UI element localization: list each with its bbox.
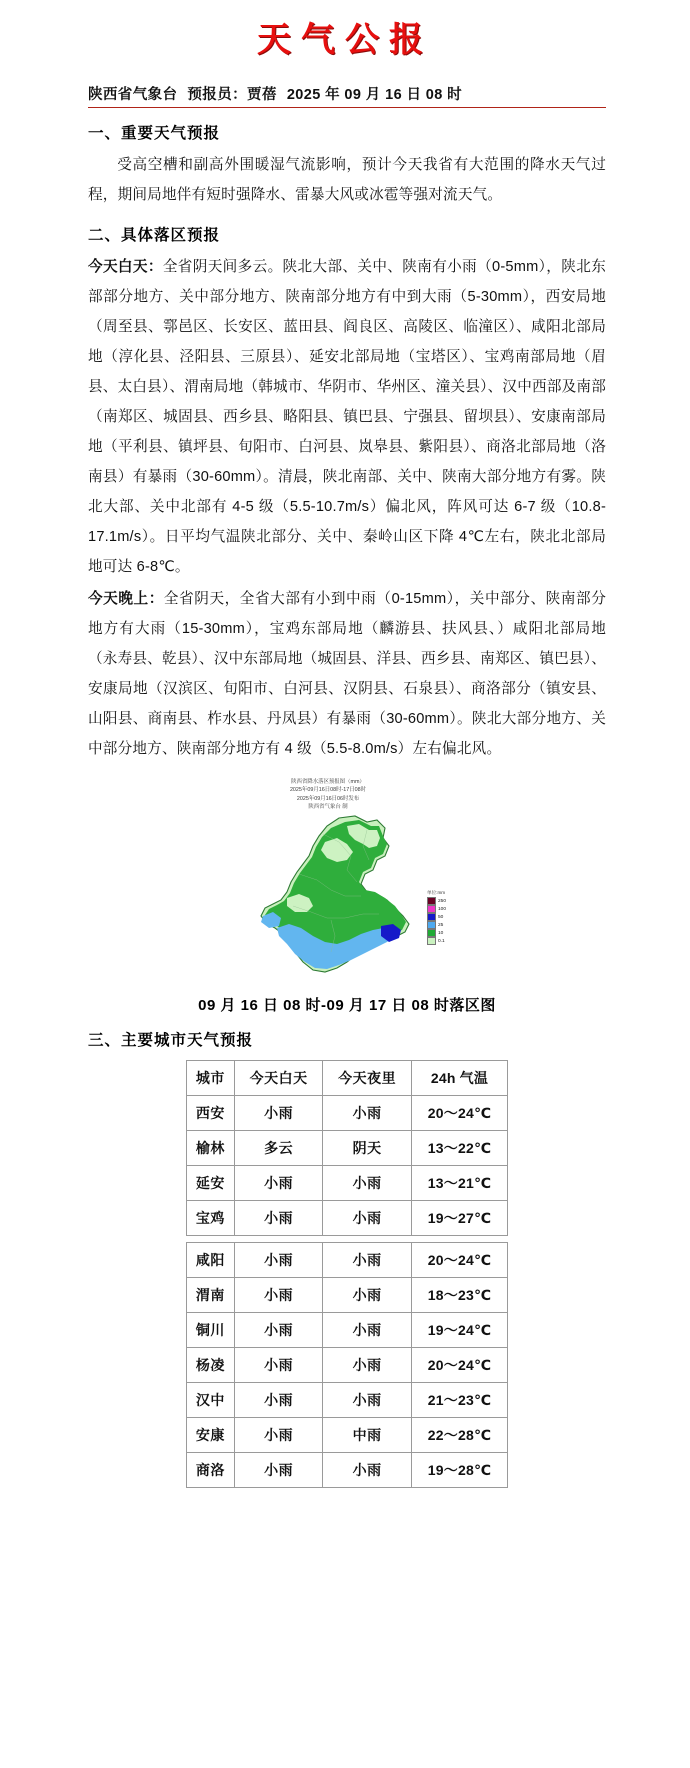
legend-label: 50 bbox=[438, 914, 444, 920]
issue-datetime: 2025 年 09 月 16 日 08 时 bbox=[286, 87, 463, 103]
forecaster-label: 预报员：贾蓓 bbox=[187, 87, 277, 103]
cell-night: 小雨 bbox=[323, 1383, 412, 1418]
daytime-forecast-paragraph bbox=[88, 252, 606, 582]
legend-item bbox=[427, 921, 461, 929]
cell-day: 小雨 bbox=[234, 1096, 323, 1131]
table-row bbox=[187, 1453, 508, 1488]
table-header-row bbox=[187, 1061, 508, 1096]
cell-city: 汉中 bbox=[187, 1383, 235, 1418]
daytime-forecast-lead: 今天白天： bbox=[88, 259, 163, 275]
cell-city: 杨凌 bbox=[187, 1348, 235, 1383]
cell-temp: 20～24℃ bbox=[411, 1096, 507, 1131]
legend-swatch bbox=[427, 921, 436, 929]
daytime-forecast-text: 全省阴天间多云。陕北大部、关中、陕南有小雨（0-5mm），陕北东部部分地方、关中部分地方、陕南部分地方有中到大雨（5-30mm），西安局地（周至县、鄠邑区、长安区、蓝田县、阎良区、高陵区、临潼区）、咸阳北部局地（淳化县、泾阳县、三原县）、延安北部局地（宝塔区）、宝鸡南部局地（眉县、太白县）、渭南局地（韩城市、华阴市、华州区、潼关县）、汉中西部及南部（南郑区、城固县、西乡县、略阳县、镇巴县、宁强县、留坝县）、安康南部局地（平利县、镇坪县、旬阳市、白河县、岚皋县、紫阳县）、商洛北部局地（洛南县）有暴雨（30-60mm）。清晨，陕北南部、关中、陕南大部分地方有雾。陕北大部、关中北部有 4-5 级（5.5-10.7m/s）偏北风，阵风可达 6-7 级（10.8-17.1m/s）。日平均气温陕北部分、关中、秦岭山区下降 4℃左右，陕北北部局地可达 6-8℃。 bbox=[88, 259, 606, 575]
cell-day: 小雨 bbox=[234, 1418, 323, 1453]
legend-swatch bbox=[427, 905, 436, 913]
cell-city: 咸阳 bbox=[187, 1243, 235, 1278]
legend-items bbox=[427, 897, 461, 945]
cell-day: 小雨 bbox=[234, 1383, 323, 1418]
table-row bbox=[187, 1278, 508, 1313]
cell-day: 小雨 bbox=[234, 1348, 323, 1383]
document-body bbox=[0, 121, 690, 1488]
cell-temp: 19～28℃ bbox=[411, 1453, 507, 1488]
table-row bbox=[187, 1313, 508, 1348]
legend-swatch bbox=[427, 897, 436, 905]
legend-item bbox=[427, 897, 461, 905]
map-legend bbox=[427, 890, 461, 945]
cell-night: 小雨 bbox=[323, 1096, 412, 1131]
cell-day: 小雨 bbox=[234, 1243, 323, 1278]
table-row bbox=[187, 1348, 508, 1383]
legend-item bbox=[427, 929, 461, 937]
legend-swatch bbox=[427, 937, 436, 945]
map-title-block bbox=[233, 778, 423, 812]
cell-temp: 21～23℃ bbox=[411, 1383, 507, 1418]
cell-temp: 18～23℃ bbox=[411, 1278, 507, 1313]
cell-city: 延安 bbox=[187, 1166, 235, 1201]
cell-night: 小雨 bbox=[323, 1348, 412, 1383]
legend-label: 250 bbox=[438, 898, 447, 904]
map-title-line-2: 2025年09月16日08时-17日08时 bbox=[289, 787, 367, 794]
cell-night: 小雨 bbox=[323, 1313, 412, 1348]
column-header-night: 今天夜里 bbox=[323, 1061, 412, 1096]
legend-swatch bbox=[427, 929, 436, 937]
cell-night: 小雨 bbox=[323, 1278, 412, 1313]
table-row bbox=[187, 1418, 508, 1453]
table-row bbox=[187, 1131, 508, 1166]
cell-temp: 20～24℃ bbox=[411, 1348, 507, 1383]
city-forecast-table-wrap bbox=[88, 1060, 606, 1488]
cell-day: 小雨 bbox=[234, 1201, 323, 1236]
table-row bbox=[187, 1243, 508, 1278]
cell-night: 中雨 bbox=[323, 1418, 412, 1453]
column-header-city: 城市 bbox=[187, 1061, 235, 1096]
figure-caption: 09 月 16 日 08 时-09 月 17 日 08 时落区图 bbox=[198, 997, 496, 1014]
cell-day: 小雨 bbox=[234, 1313, 323, 1348]
cell-city: 铜川 bbox=[187, 1313, 235, 1348]
table-row bbox=[187, 1383, 508, 1418]
evening-forecast-text: 全省阴天，全省大部有小到中雨（0-15mm），关中部分、陕南部分地方有大雨（15-30mm），宝鸡东部局地（麟游县、扶风县、）咸阳北部局地（永寿县、乾县）、汉中东部局地（城固县、洋县、西乡县、南郑区、镇巴县）、安康局地（汉滨区、旬阳市、白河县、汉阴县、石泉县）、商洛部分（镇安县、山阳县、商南县、柞水县、丹凤县）有暴雨（30-60mm）。陕北大部分地方、关中部分地方、陕南部分地方有 4 级（5.5-8.0m/s）左右偏北风。 bbox=[88, 591, 606, 757]
map-title-line-3: 2025年09月16日06时发布 bbox=[296, 795, 360, 802]
table-group-separator bbox=[187, 1236, 508, 1243]
header-meta-line bbox=[88, 83, 606, 108]
cell-night: 小雨 bbox=[323, 1243, 412, 1278]
cell-day: 小雨 bbox=[234, 1166, 323, 1201]
table-row bbox=[187, 1201, 508, 1236]
cell-city: 安康 bbox=[187, 1418, 235, 1453]
cell-city: 渭南 bbox=[187, 1278, 235, 1313]
map-title-line-4: 陕西省气象台 制 bbox=[308, 804, 348, 811]
evening-forecast-lead: 今天晚上： bbox=[88, 591, 164, 607]
section-heading-2: 二、具体落区预报 bbox=[88, 227, 221, 244]
map-title-line-1: 陕西省降水落区预报图（mm） bbox=[291, 779, 365, 785]
column-header-temp: 24h 气温 bbox=[411, 1061, 507, 1096]
table-row bbox=[187, 1096, 508, 1131]
cell-temp: 22～28℃ bbox=[411, 1418, 507, 1453]
legend-item bbox=[427, 937, 461, 945]
legend-label: 10 bbox=[438, 930, 444, 936]
cell-day: 小雨 bbox=[234, 1453, 323, 1488]
shaanxi-province-map-graphic bbox=[227, 812, 437, 988]
cell-temp: 20～24℃ bbox=[411, 1243, 507, 1278]
column-header-day: 今天白天 bbox=[234, 1061, 323, 1096]
cell-temp: 13～22℃ bbox=[411, 1131, 507, 1166]
legend-title: 单位:mm bbox=[427, 890, 446, 895]
cell-temp: 19～24℃ bbox=[411, 1313, 507, 1348]
page-title: 天气公报 bbox=[257, 20, 433, 60]
section-1-paragraph: 受高空槽和副高外围暖湿气流影响，预计今天我省有大范围的降水天气过程，期间局地伴有短时强降水、雷暴大风或冰雹等强对流天气。 bbox=[88, 157, 606, 203]
cell-temp: 13～21℃ bbox=[411, 1166, 507, 1201]
cell-night: 小雨 bbox=[323, 1166, 412, 1201]
section-heading-1: 一、重要天气预报 bbox=[88, 125, 221, 142]
legend-label: 25 bbox=[438, 922, 444, 928]
cell-day: 多云 bbox=[234, 1131, 323, 1166]
city-forecast-table bbox=[186, 1060, 508, 1488]
cell-city: 西安 bbox=[187, 1096, 235, 1131]
legend-item bbox=[427, 913, 461, 921]
table-row bbox=[187, 1166, 508, 1201]
cell-temp: 19～27℃ bbox=[411, 1201, 507, 1236]
cell-day: 小雨 bbox=[234, 1278, 323, 1313]
cell-city: 榆林 bbox=[187, 1131, 235, 1166]
legend-label: 0.1 bbox=[438, 938, 445, 944]
evening-forecast-paragraph bbox=[88, 584, 606, 764]
cell-city: 商洛 bbox=[187, 1453, 235, 1488]
precipitation-map bbox=[227, 778, 467, 988]
section-heading-3: 三、主要城市天气预报 bbox=[88, 1032, 254, 1049]
cell-city: 宝鸡 bbox=[187, 1201, 235, 1236]
issuer-label: 陕西省气象台 bbox=[88, 87, 178, 103]
legend-swatch bbox=[427, 913, 436, 921]
header-meta bbox=[0, 67, 690, 108]
precipitation-map-figure bbox=[88, 778, 606, 1015]
legend-label: 100 bbox=[438, 906, 447, 912]
cell-night: 小雨 bbox=[323, 1453, 412, 1488]
cell-night: 阴天 bbox=[323, 1131, 412, 1166]
cell-night: 小雨 bbox=[323, 1201, 412, 1236]
legend-item bbox=[427, 905, 461, 913]
